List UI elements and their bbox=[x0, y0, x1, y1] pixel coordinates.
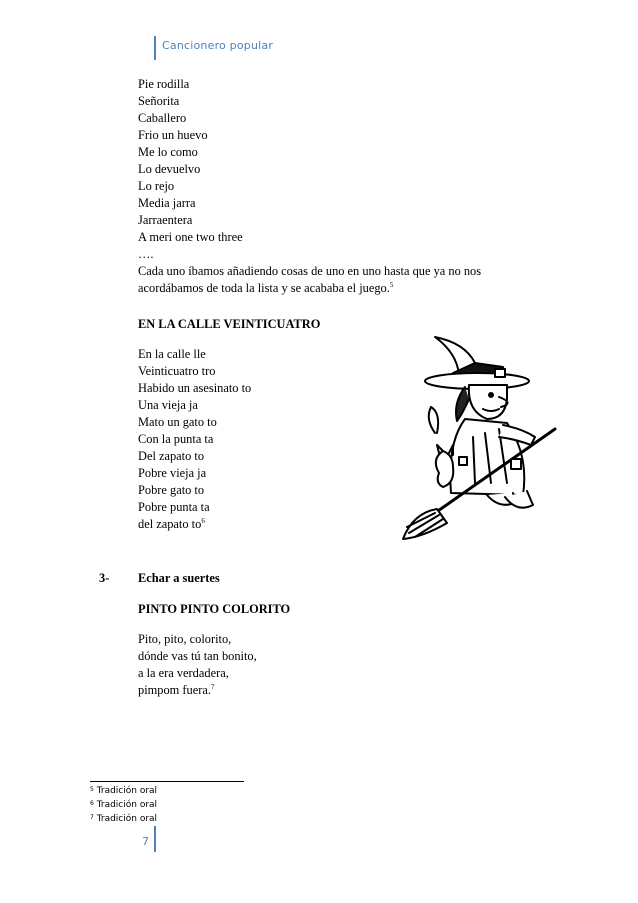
footnote bbox=[90, 800, 157, 811]
verse-line: A meri one two three bbox=[138, 230, 243, 244]
verse-line: En la calle lle bbox=[138, 347, 206, 361]
section-number: 3- bbox=[99, 571, 110, 585]
verse-line: Me lo como bbox=[138, 145, 198, 159]
verse-line: Habido un asesinato to bbox=[138, 381, 252, 395]
verse-text: pimpom fuera. bbox=[138, 683, 211, 697]
header-accent-bar bbox=[154, 36, 156, 60]
footnote-mark: 7 bbox=[90, 814, 94, 821]
verse-line: Frio un huevo bbox=[138, 128, 208, 142]
verse-line: Pobre gato to bbox=[138, 483, 205, 497]
running-header: Cancionero popular bbox=[162, 39, 274, 52]
section-heading: Echar a suertes bbox=[138, 571, 220, 585]
footnote-mark: 6 bbox=[90, 800, 94, 807]
footnote-ref: 7 bbox=[210, 683, 215, 691]
verse-line: a la era verdadera, bbox=[138, 666, 229, 680]
footnote-mark: 5 bbox=[90, 786, 94, 793]
paragraph-text: acordábamos de toda la lista y se acababa el juego. bbox=[138, 281, 390, 295]
verse-line bbox=[138, 517, 205, 532]
paragraph-line bbox=[138, 281, 393, 296]
footnote-separator bbox=[90, 781, 244, 782]
verse-line: dónde vas tú tan bonito, bbox=[138, 649, 257, 663]
verse-line: …. bbox=[138, 247, 154, 261]
verse-line: Media jarra bbox=[138, 196, 196, 210]
verse-line: Pobre vieja ja bbox=[138, 466, 207, 480]
footnote bbox=[90, 786, 157, 797]
footnote bbox=[90, 814, 157, 825]
verse-line: Veinticuatro tro bbox=[138, 364, 216, 378]
verse-line: Con la punta ta bbox=[138, 432, 214, 446]
footnote-text: Tradición oral bbox=[96, 814, 158, 824]
verse-line: Pobre punta ta bbox=[138, 500, 210, 514]
verse-line: Pie rodilla bbox=[138, 77, 190, 91]
footer-accent-bar bbox=[154, 826, 156, 852]
verse-line: Señorita bbox=[138, 94, 180, 108]
footnote-text: Tradición oral bbox=[96, 786, 158, 796]
song-title: EN LA CALLE VEINTICUATRO bbox=[138, 317, 321, 331]
verse-line: Lo devuelvo bbox=[138, 162, 201, 176]
witch-on-broom-illustration bbox=[395, 333, 565, 543]
verse-text: del zapato to bbox=[138, 517, 202, 531]
verse-line bbox=[138, 683, 214, 698]
verse-line: Lo rejo bbox=[138, 179, 175, 193]
verse-line: Una vieja ja bbox=[138, 398, 198, 412]
verse-line: Caballero bbox=[138, 111, 187, 125]
footnote-text: Tradición oral bbox=[96, 800, 158, 810]
footnote-ref: 6 bbox=[201, 517, 205, 525]
paragraph-line: Cada uno íbamos añadiendo cosas de uno en uno hasta que ya no nos bbox=[138, 264, 482, 278]
verse-line: Del zapato to bbox=[138, 449, 205, 463]
song-title: PINTO PINTO COLORITO bbox=[138, 602, 291, 616]
verse-line: Mato un gato to bbox=[138, 415, 217, 429]
page-number: 7 bbox=[142, 835, 149, 848]
verse-line: Pito, pito, colorito, bbox=[138, 632, 232, 646]
verse-line: Jarraentera bbox=[138, 213, 193, 227]
footnote-ref: 5 bbox=[389, 281, 394, 289]
